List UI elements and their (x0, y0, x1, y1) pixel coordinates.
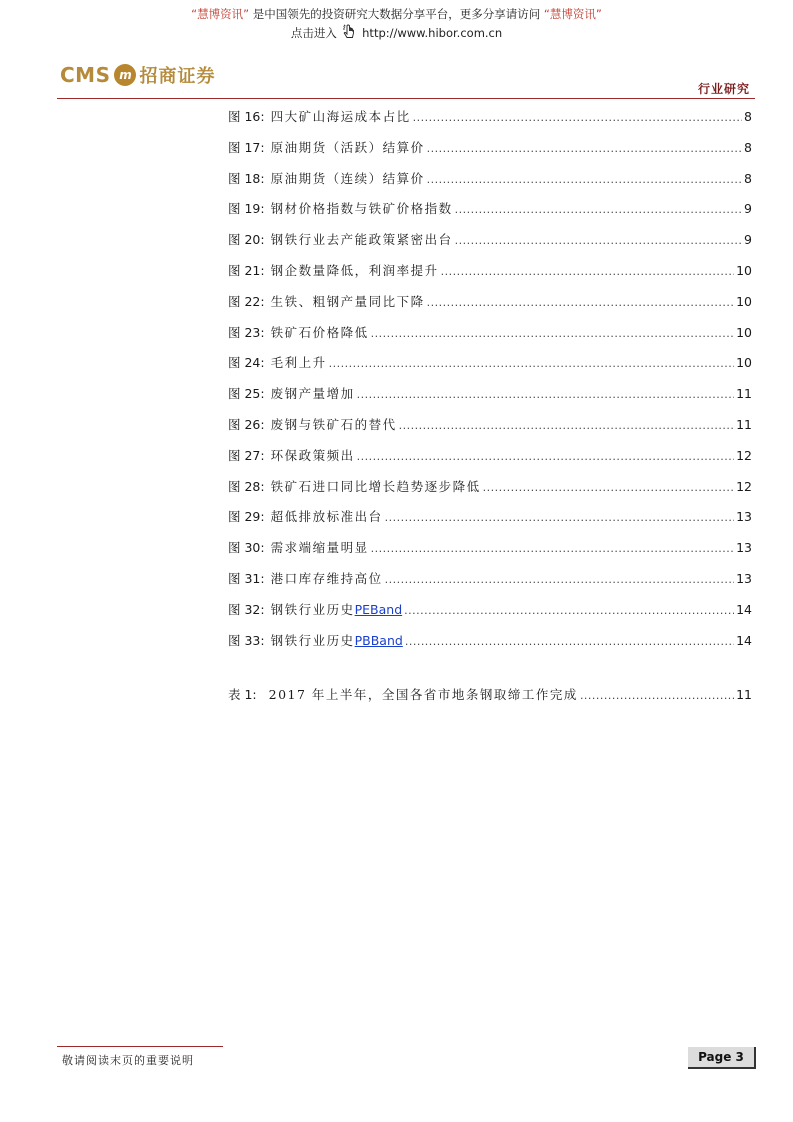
banner-text: 是中国领先的投资研究大数据分享平台，更多分享请访问 (252, 7, 541, 21)
toc-entry-title (271, 170, 425, 188)
banner-quote-close: ” (243, 7, 250, 21)
page-number-box (688, 1047, 756, 1069)
toc-entry-title (271, 262, 439, 280)
toc-entry-page-number: 12 (736, 447, 752, 463)
figure-toc-entry[interactable] (228, 139, 752, 170)
toc-entry-title-text: 原油期货（活跃）结算价 (270, 139, 425, 155)
figure-toc-entry[interactable] (228, 354, 752, 385)
figure-toc-entry[interactable] (228, 539, 752, 570)
header-divider (57, 98, 755, 99)
toc-entry-title-text: 钢材价格指数与铁矿价格指数 (270, 201, 453, 217)
toc-entry-page-number: 13 (736, 570, 752, 586)
toc-entry-number: 图 25: (228, 386, 265, 402)
banner-click-text: 点击进入 (290, 26, 337, 40)
logo-cms-text: CMS (60, 63, 111, 87)
toc-entry-page-number: 8 (744, 170, 752, 186)
figure-toc-entry[interactable] (228, 416, 752, 447)
toc-entry-title (269, 686, 578, 704)
toc-entry-title (271, 632, 403, 650)
figure-toc-entry[interactable] (228, 324, 752, 355)
toc-entry-title-text: 毛利上升 (270, 355, 327, 371)
pointer-cursor-icon (342, 24, 356, 40)
toc-dot-leader (455, 201, 742, 219)
banner-brand-link[interactable]: 慧博资讯 (197, 7, 244, 21)
toc-entry-title (271, 293, 425, 311)
toc-entry-title-text: 港口库存维持高位 (270, 570, 383, 586)
banner-quote-close-2: ” (595, 7, 602, 21)
logo-emblem-icon: m (114, 64, 136, 86)
toc-entry-title (271, 354, 327, 372)
toc-entry-title-text: 钢铁行业历史 (270, 632, 355, 648)
toc-entry-page-number: 11 (736, 687, 752, 702)
toc-entry-number: 表 1: (228, 687, 257, 702)
logo-company-name: 招商证券 (139, 66, 216, 87)
figure-toc-entry[interactable] (228, 570, 752, 601)
banner-link-line (0, 24, 793, 41)
toc-entry-number: 图 17: (228, 139, 265, 155)
toc-entry-number: 图 22: (228, 293, 265, 309)
toc-dot-leader (357, 386, 734, 404)
cms-logo (60, 63, 215, 87)
footer-divider (57, 1046, 223, 1047)
toc-entry-title (271, 385, 355, 403)
toc-entry-title-text: 钢企数量降低，利润率提升 (270, 262, 439, 278)
figure-toc-entry[interactable] (228, 108, 752, 139)
banner-quote-open-2: “ (543, 7, 550, 21)
toc-entry-title (271, 200, 453, 218)
page-number-label: Page 3 (698, 1050, 744, 1064)
toc-entry-page-number: 10 (736, 324, 752, 340)
toc-dot-leader (399, 417, 734, 435)
toc-entry-number: 图 23: (228, 324, 265, 340)
toc-entry-page-number: 14 (736, 632, 752, 648)
toc-entry-number: 图 19: (228, 201, 265, 217)
table-toc-entry[interactable] (228, 686, 752, 717)
table-index-list (228, 686, 752, 717)
toc-entry-page-number: 13 (736, 509, 752, 525)
toc-entry-title-text: 铁矿石价格降低 (270, 324, 369, 340)
toc-entry-title-text: 需求端缩量明显 (270, 540, 369, 556)
figure-toc-entry[interactable] (228, 632, 752, 663)
banner-url-link[interactable]: http://www.hibor.com.cn (362, 26, 503, 40)
toc-entry-title-text: 废钢与铁矿石的替代 (270, 416, 397, 432)
toc-entry-page-number: 8 (744, 109, 752, 124)
toc-dot-leader (483, 479, 734, 497)
banner-quote-open: “ (191, 7, 198, 21)
toc-entry-page-number: 13 (736, 540, 752, 556)
toc-dot-leader (371, 325, 734, 343)
toc-entry-title (271, 324, 369, 342)
toc-dot-leader (385, 571, 734, 589)
toc-entry-title-text: 环保政策频出 (270, 447, 355, 463)
toc-dot-leader (580, 687, 734, 705)
toc-dot-leader (427, 171, 742, 189)
toc-entry-page-number: 10 (736, 355, 752, 371)
toc-entry-number: 图 27: (228, 447, 265, 463)
toc-dot-leader (371, 540, 734, 558)
toc-entry-number: 图 32: (228, 601, 265, 617)
toc-entry-number: 图 24: (228, 355, 265, 371)
toc-entry-title-text: 生铁、粗钢产量同比下降 (270, 293, 425, 309)
toc-entry-title (271, 231, 453, 249)
figure-toc-entry[interactable] (228, 200, 752, 231)
toc-entry-title (271, 447, 355, 465)
figure-toc-entry[interactable] (228, 601, 752, 632)
section-label: 行业研究 (697, 82, 750, 96)
toc-dot-leader (427, 140, 742, 158)
figure-toc-entry[interactable] (228, 231, 752, 262)
toc-entry-title-text: 钢铁行业历史 (270, 601, 355, 617)
toc-dot-leader (357, 448, 734, 466)
toc-entry-title (271, 570, 383, 588)
toc-entry-number: 图 33: (228, 632, 265, 648)
toc-entry-number: 图 16: (228, 109, 265, 124)
toc-entry-number: 图 21: (228, 262, 265, 278)
figure-toc-entry[interactable] (228, 447, 752, 478)
toc-dot-leader (413, 109, 742, 127)
banner-brand-link-2[interactable]: 慧博资讯 (549, 7, 596, 21)
toc-entry-page-number: 10 (736, 293, 752, 309)
toc-dot-leader (405, 633, 734, 651)
toc-entry-number: 图 28: (228, 478, 265, 494)
toc-entry-title (271, 108, 411, 126)
toc-entry-title-text: 超低排放标准出台 (270, 509, 383, 525)
toc-entry-title-text: 2017 年上半年，全国各省市地条钢取缔工作完成 (268, 687, 578, 702)
figure-toc-entry[interactable] (228, 478, 752, 509)
toc-entry-link[interactable]: PEBand (354, 601, 403, 617)
toc-entry-title (271, 601, 403, 619)
toc-entry-link[interactable]: PBBand (354, 632, 403, 648)
figure-toc-entry[interactable] (228, 262, 752, 293)
toc-entry-title-text: 四大矿山海运成本占比 (270, 109, 411, 124)
toc-entry-title-text: 铁矿石进口同比增长趋势逐步降低 (270, 478, 481, 494)
toc-entry-number: 图 20: (228, 232, 265, 248)
figure-toc-entry[interactable] (228, 385, 752, 416)
figure-toc-entry[interactable] (228, 508, 752, 539)
toc-entry-page-number: 11 (736, 386, 752, 402)
footer-disclaimer-note: 敬请阅读末页的重要说明 (62, 1054, 194, 1067)
toc-entry-title (271, 139, 425, 157)
toc-entry-page-number: 9 (744, 201, 752, 217)
toc-entry-page-number: 9 (744, 232, 752, 248)
toc-entry-title (271, 478, 481, 496)
toc-dot-leader (385, 509, 734, 527)
toc-entry-title (271, 508, 383, 526)
toc-entry-title (271, 416, 397, 434)
toc-entry-title-text: 钢铁行业去产能政策紧密出台 (270, 232, 453, 248)
toc-entry-number: 图 31: (228, 570, 265, 586)
toc-entry-title-text: 原油期货（连续）结算价 (270, 170, 425, 186)
toc-dot-leader (455, 232, 742, 250)
toc-dot-leader (441, 263, 734, 281)
toc-entry-title (271, 539, 369, 557)
figure-toc-entry[interactable] (228, 170, 752, 201)
toc-entry-page-number: 12 (736, 478, 752, 494)
toc-entry-number: 图 18: (228, 170, 265, 186)
toc-entry-page-number: 14 (736, 601, 752, 617)
toc-entry-number: 图 26: (228, 416, 265, 432)
toc-dot-leader (427, 294, 734, 312)
toc-entry-number: 图 29: (228, 509, 265, 525)
toc-entry-title-text: 废钢产量增加 (270, 386, 355, 402)
toc-entry-page-number: 8 (744, 139, 752, 155)
toc-entry-page-number: 10 (736, 262, 752, 278)
toc-entry-page-number: 11 (736, 416, 752, 432)
toc-entry-number: 图 30: (228, 540, 265, 556)
toc-dot-leader (404, 602, 734, 620)
top-banner (0, 6, 793, 22)
toc-dot-leader (329, 355, 734, 373)
figure-index-list (228, 108, 752, 662)
figure-toc-entry[interactable] (228, 293, 752, 324)
